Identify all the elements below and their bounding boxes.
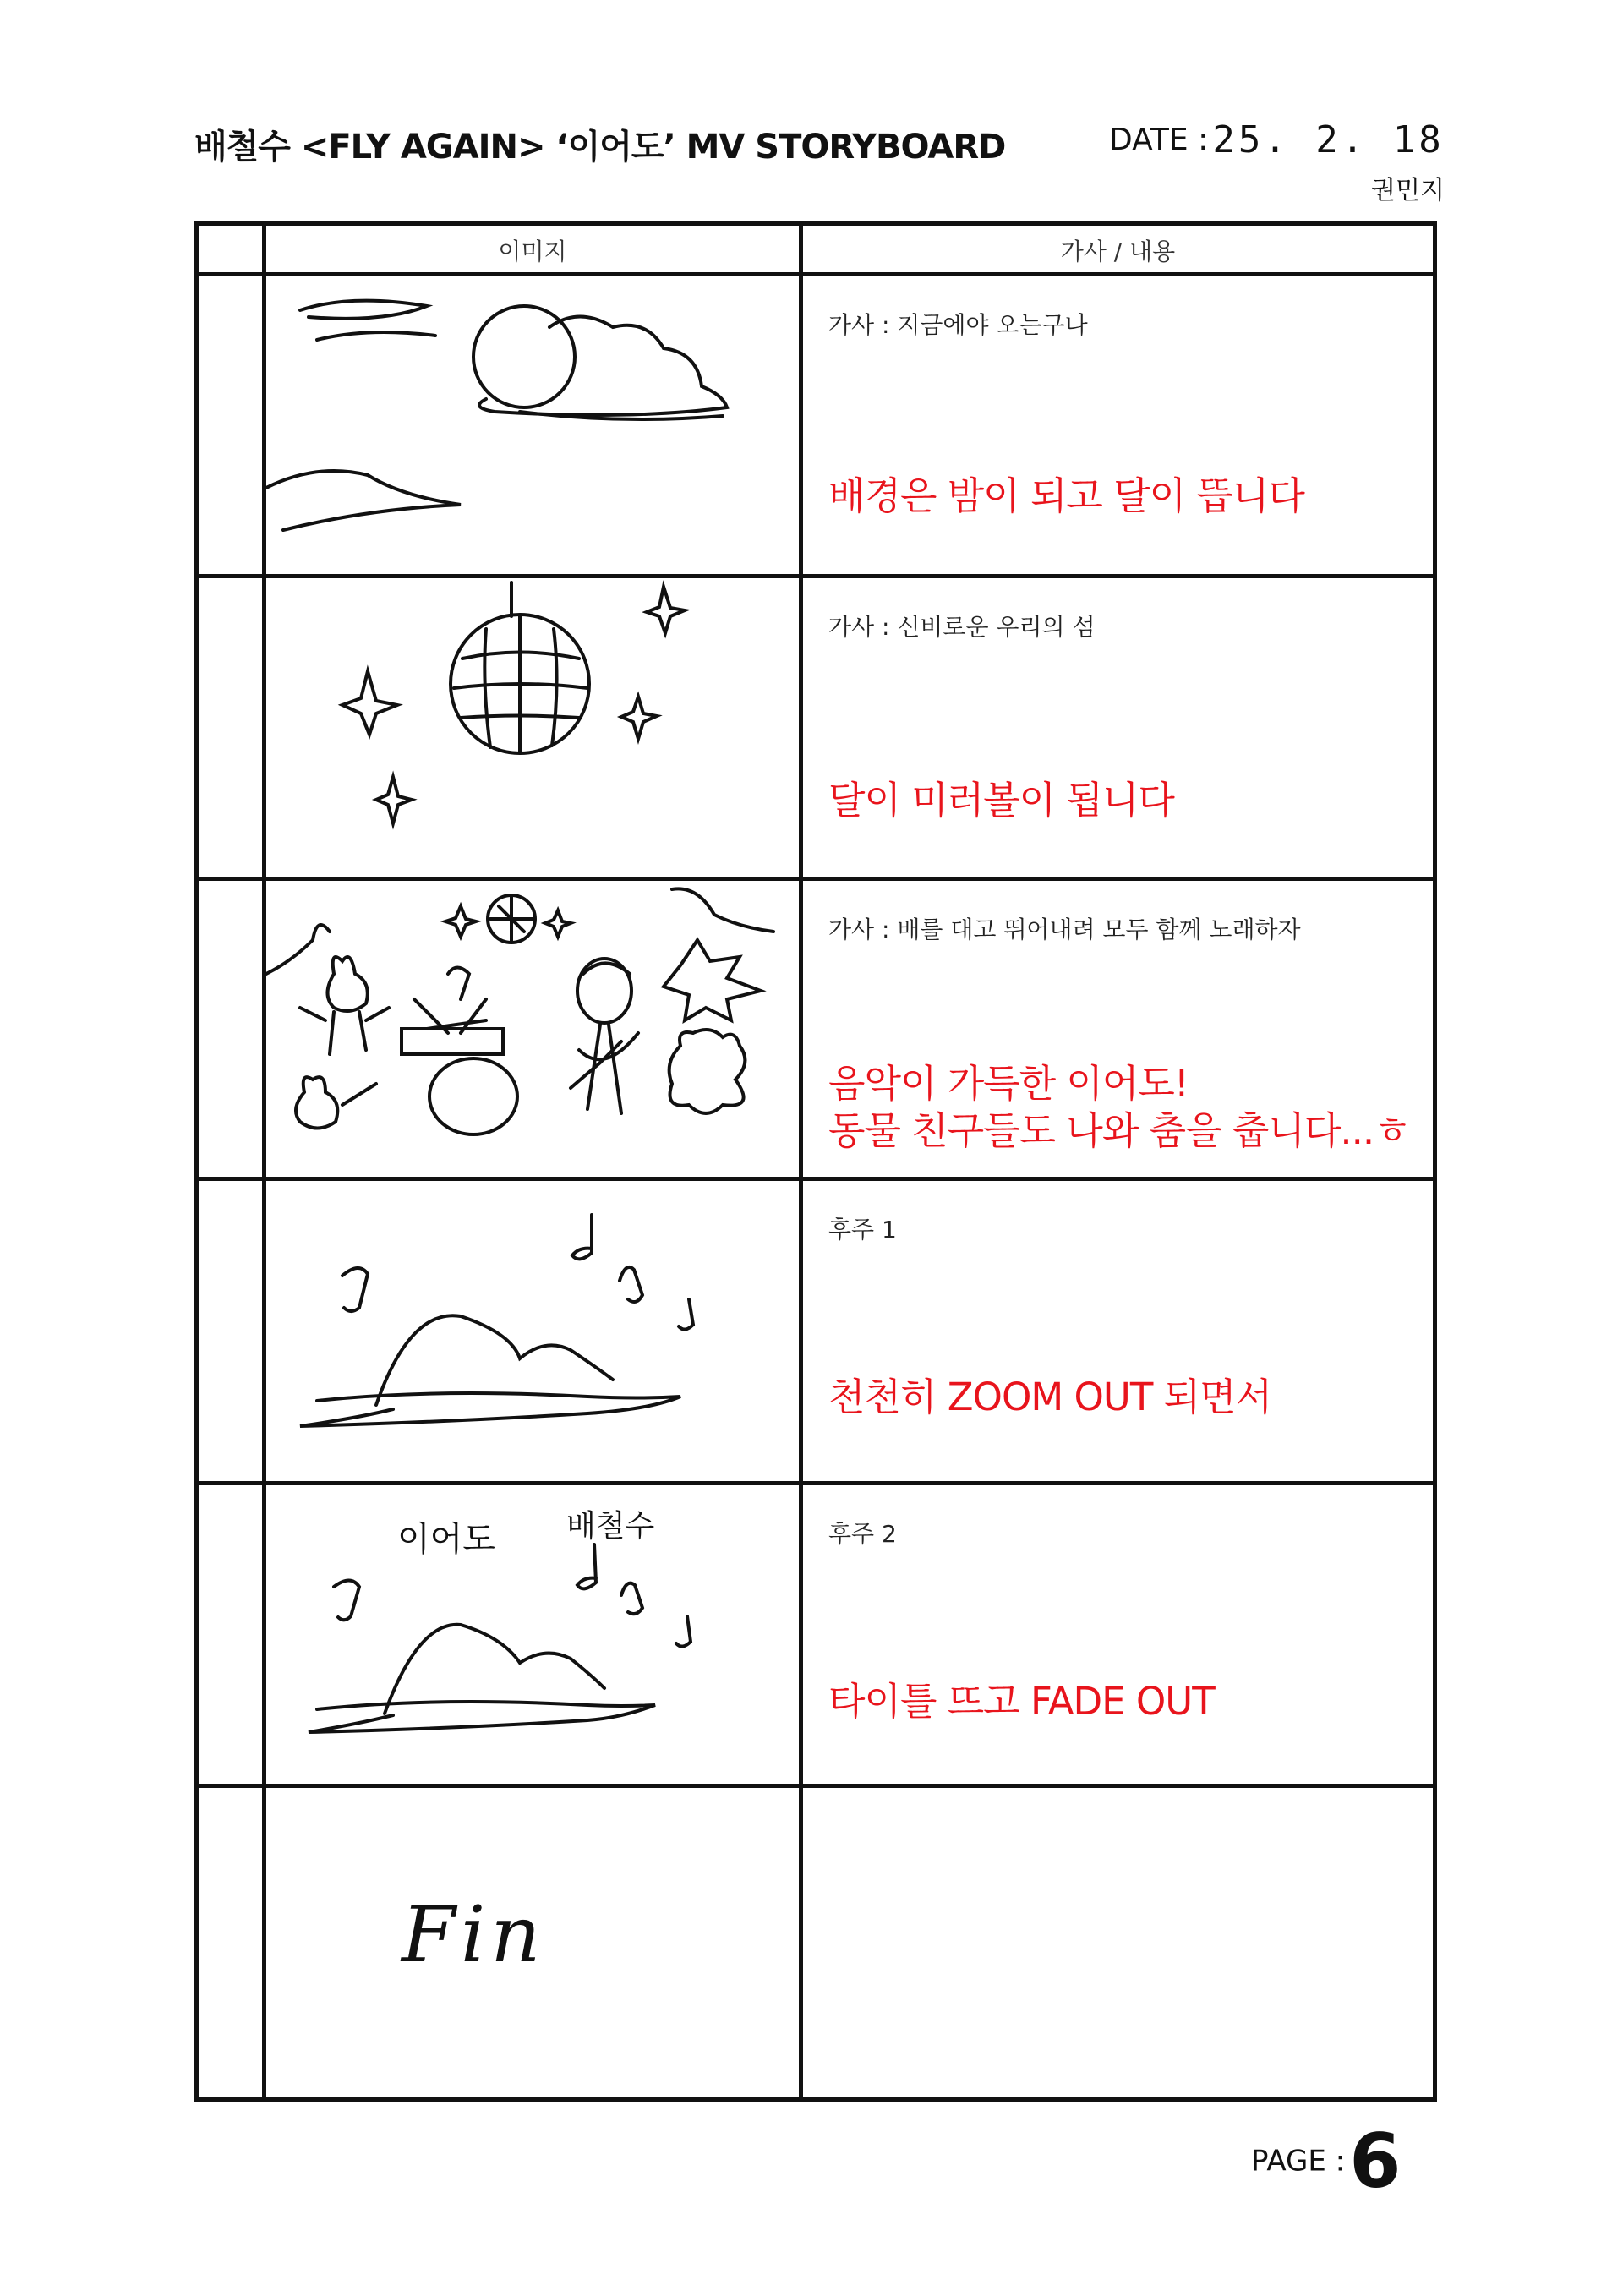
note-line: 동물 친구들도 나와 춤을 춥니다...ㅎ <box>828 1108 1410 1153</box>
row-5-note <box>828 1678 1215 1725</box>
date-value: 25. 2. 18 <box>1212 118 1445 161</box>
page-indicator <box>1251 2118 1401 2205</box>
column-header-lyrics: 가사 / 내용 <box>1060 238 1176 265</box>
row-2-description <box>828 578 1416 874</box>
row-4-description <box>828 1181 1416 1479</box>
row-3-note <box>828 1060 1410 1155</box>
note-line: 달이 미러볼이 됩니다 <box>828 778 1174 823</box>
row-6-description <box>828 1788 1416 2101</box>
note-line: 천천히 ZOOM OUT 되면서 <box>828 1375 1272 1419</box>
author-name: 권민지 <box>1371 176 1445 205</box>
row-4-lyric: 후주 1 <box>828 1216 897 1244</box>
sketch-text-artist: 배철수 <box>566 1509 655 1544</box>
date-block <box>1109 118 1445 161</box>
page-number: 6 <box>1349 2118 1402 2205</box>
note-line: 음악이 가득한 이어도! <box>828 1061 1189 1106</box>
note-line: 타이틀 뜨고 FADE OUT <box>828 1679 1215 1724</box>
row-2-lyric: 가사 : 신비로운 우리의 섬 <box>828 613 1096 641</box>
row-2-note <box>828 777 1174 824</box>
row-5-lyric: 후주 2 <box>828 1520 897 1548</box>
storyboard-table <box>194 221 1437 2102</box>
row-5-description <box>828 1485 1416 1781</box>
row-1-description <box>828 276 1416 572</box>
date-label: DATE : <box>1109 123 1209 157</box>
page-label: PAGE : <box>1251 2144 1346 2178</box>
row-1-note <box>828 473 1304 520</box>
sketch-title-fade-out <box>266 1485 799 1781</box>
sketch-text-fin: Fin <box>402 1889 546 1980</box>
row-4-note <box>828 1374 1271 1421</box>
row-3-description <box>828 881 1416 1175</box>
sketch-island-zoom-out <box>266 1181 799 1479</box>
sketch-fin <box>266 1788 799 2101</box>
note-line: 배경은 밤이 되고 달이 뜹니다 <box>828 473 1304 518</box>
column-divider <box>799 226 803 2097</box>
row-3-lyric: 가사 : 배를 대고 뛰어내려 모두 함께 노래하자 <box>828 916 1301 943</box>
document-title: 배철수 <FLY AGAIN> ‘이어도’ MV STORYBOARD <box>194 128 1006 167</box>
sketch-mirror-ball <box>266 578 799 874</box>
sketch-text-island: 이어도 <box>397 1520 495 1559</box>
sketch-moon-clouds <box>266 276 799 572</box>
column-header-image: 이미지 <box>498 238 567 265</box>
row-1-lyric: 가사 : 지금에야 오는구나 <box>828 311 1088 339</box>
sketch-animal-band <box>266 881 799 1175</box>
